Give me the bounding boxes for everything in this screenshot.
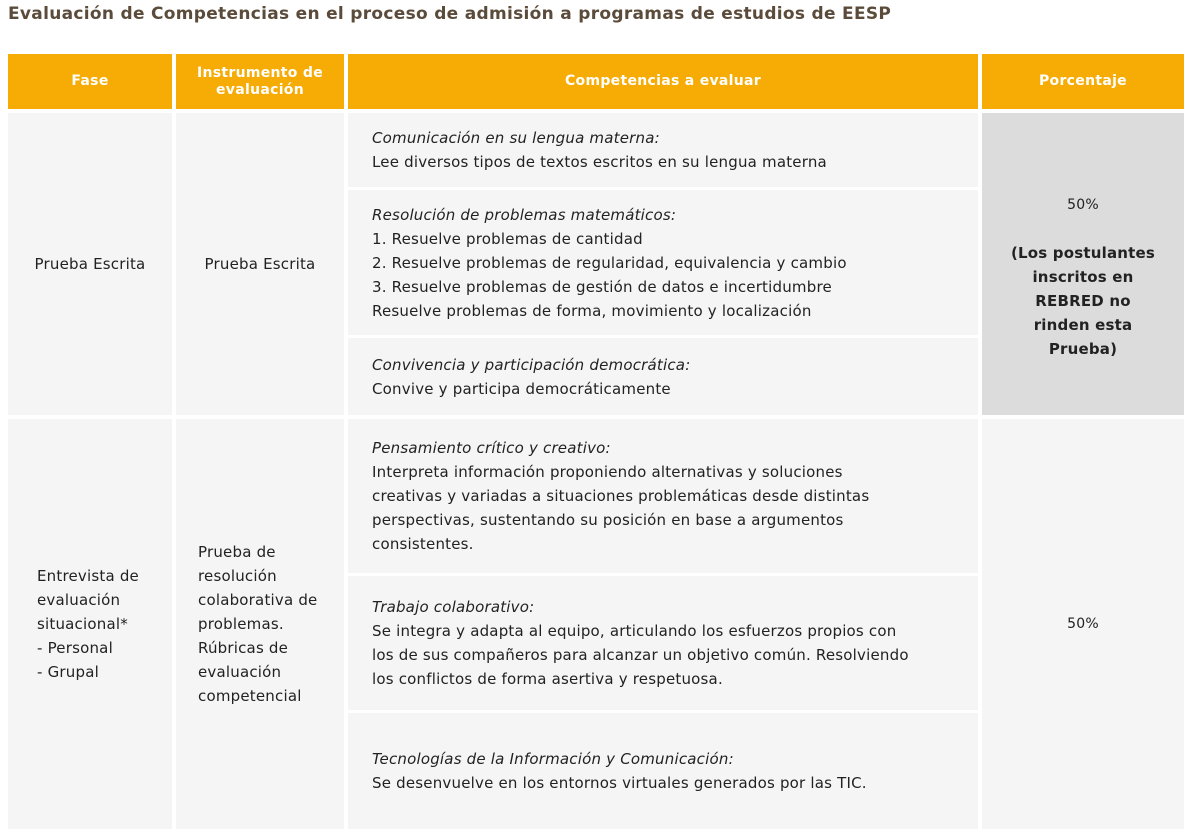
competency-block: [348, 419, 978, 573]
header-fase: Fase: [8, 54, 172, 109]
instrumento-line: problemas.: [198, 615, 284, 633]
instrumento-line: evaluación: [198, 663, 282, 681]
row2-competencias: [348, 419, 978, 829]
page-title: Evaluación de Competencias en el proceso de admisión a programas de estudios de EESP: [8, 4, 892, 24]
competency-line: 1. Resuelve problemas de cantidad: [372, 229, 643, 248]
competency-line: Se desenvuelve en los entornos virtuales generados por las TIC.: [372, 774, 867, 792]
row1-fase: Prueba Escrita: [8, 113, 172, 415]
row2-fase: [8, 419, 172, 829]
note-line: rinden esta: [1033, 316, 1133, 334]
competency-heading: Tecnologías de la Información y Comunicación:: [372, 750, 734, 768]
competency-block: [348, 338, 978, 415]
competency-line: los conflictos de forma asertiva y respetuosa.: [372, 670, 723, 688]
competency-heading: Resolución de problemas matemáticos:: [372, 205, 677, 224]
header-porcentaje: Porcentaje: [982, 54, 1184, 109]
note-line: inscritos en: [1032, 268, 1134, 286]
fase-line: evaluación: [37, 591, 121, 609]
competency-line: Se integra y adapta al equipo, articulando los esfuerzos propios con: [372, 622, 897, 640]
competency-heading: Trabajo colaborativo:: [372, 598, 535, 616]
row1-porcentaje: [982, 113, 1184, 415]
competency-line: 3. Resuelve problemas de gestión de datos e incertidumbre: [372, 277, 832, 296]
header-competencias: Competencias a evaluar: [348, 54, 978, 109]
instrumento-line: Prueba de: [198, 543, 276, 561]
fase-line: - Personal: [37, 639, 113, 657]
instrumento-line: competencial: [198, 687, 302, 705]
note-line: Prueba): [1048, 340, 1118, 358]
row1-instrumento: Prueba Escrita: [176, 113, 344, 415]
instrumento-line: resolución: [198, 567, 277, 585]
competency-heading: Pensamiento crítico y creativo:: [372, 439, 611, 457]
note-line: REBRED no: [1035, 292, 1131, 310]
instrumento-line: colaborativa de: [198, 591, 318, 609]
instrumento-line: Rúbricas de: [198, 639, 289, 657]
row2-instrumento: [176, 419, 344, 829]
competency-line: Convive y participa democráticamente: [372, 379, 671, 398]
competencias-table: [8, 54, 1184, 829]
row1-competencias: [348, 113, 978, 415]
header-instrumento: Instrumento de evaluación: [176, 54, 344, 109]
competency-line: consistentes.: [372, 535, 474, 553]
note-line: (Los postulantes: [1010, 244, 1156, 262]
competency-heading: Comunicación en su lengua materna:: [372, 129, 660, 147]
competency-heading: Convivencia y participación democrática:: [372, 355, 691, 374]
fase-line: - Grupal: [37, 663, 99, 681]
competency-line: 2. Resuelve problemas de regularidad, equivalencia y cambio: [372, 253, 847, 272]
competency-block: [348, 576, 978, 710]
competency-block: [348, 113, 978, 187]
competency-line: Interpreta información proponiendo alternativas y soluciones: [372, 463, 843, 481]
percent-value: 50%: [1067, 616, 1099, 632]
row2-porcentaje: [982, 419, 1184, 829]
competency-line: Lee diversos tipos de textos escritos en su lengua materna: [372, 153, 827, 171]
fase-line: situacional*: [37, 615, 128, 633]
competency-line: perspectivas, sustentando su posición en base a argumentos: [372, 511, 844, 529]
competency-block: [348, 190, 978, 335]
fase-line: Entrevista de: [37, 567, 139, 585]
percent-value: 50%: [1067, 197, 1099, 213]
competency-line: creativas y variadas a situaciones problemáticas desde distintas: [372, 487, 870, 505]
competency-block: [348, 713, 978, 829]
competency-line: Resuelve problemas de forma, movimiento y localización: [372, 301, 812, 320]
competency-line: los de sus compañeros para alcanzar un objetivo común. Resolviendo: [372, 646, 909, 664]
